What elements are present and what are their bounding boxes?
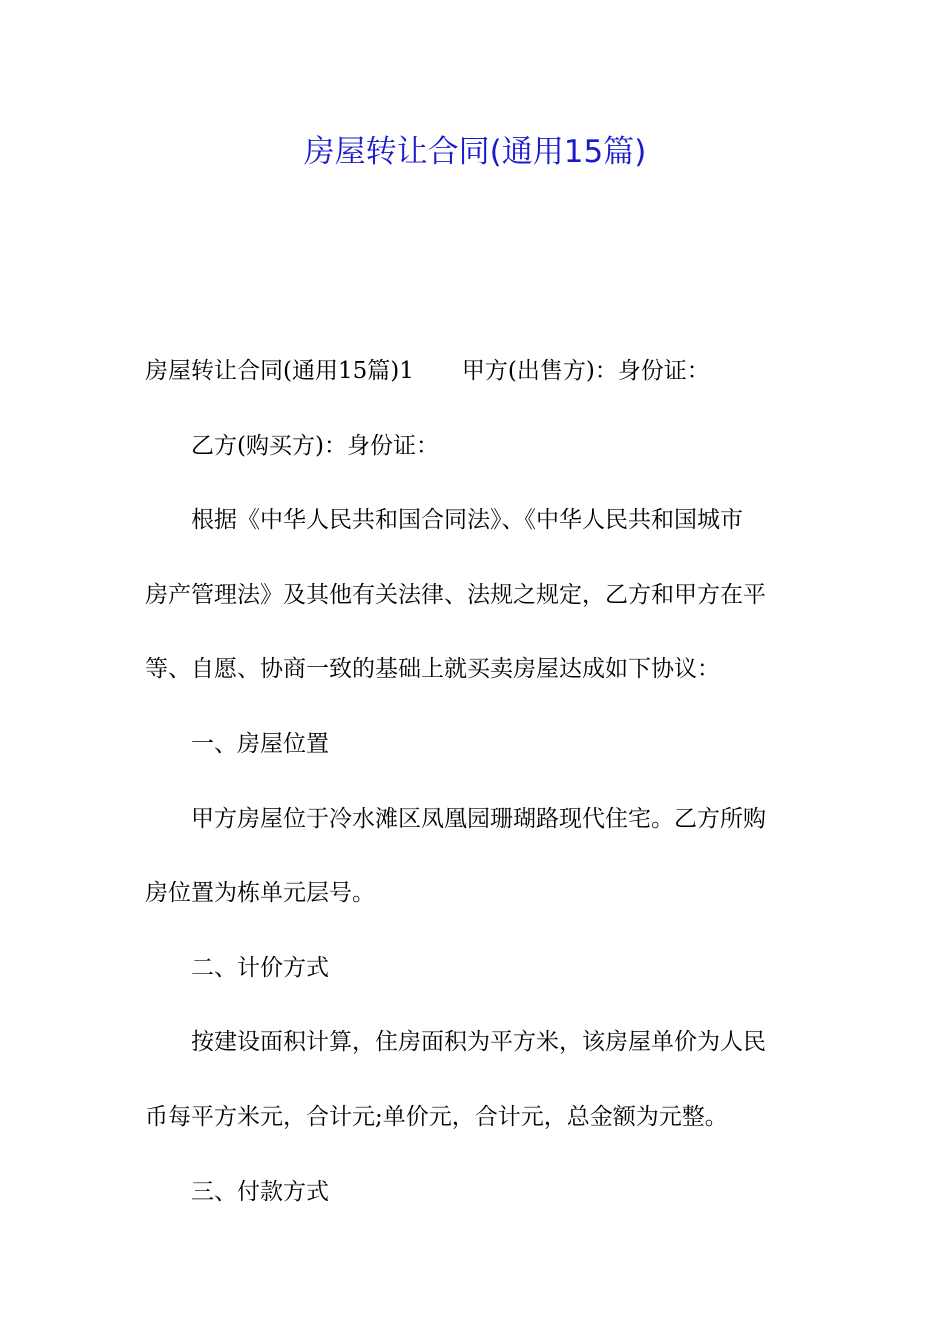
basis-paragraph-line-3: 等、自愿、协商一致的基础上就买卖房屋达成如下协议： (145, 656, 720, 683)
document-body (145, 334, 810, 1229)
basis-paragraph-line-1: 根据《中华人民共和国合同法》、《中华人民共和国城市 (191, 507, 743, 534)
document-title: 房屋转让合同(通用15篇) (303, 134, 647, 170)
party-b-line: 乙方(购买方)：身份证： (191, 432, 439, 459)
contract-heading: 房屋转让合同(通用15篇)1 (145, 358, 414, 384)
section-2-line-2: 币每平方米元，合计元;单价元，合计元，总金额为元整。 (145, 1103, 728, 1130)
section-1-heading: 一、房屋位置 (191, 730, 329, 757)
section-3-heading: 三、付款方式 (191, 1178, 329, 1205)
party-a-line: 甲方(出售方)：身份证： (461, 358, 710, 384)
first-line (145, 334, 810, 409)
section-1-line-2: 房位置为栋单元层号。 (145, 880, 375, 907)
section-2-line-1: 按建设面积计算，住房面积为平方米，该房屋单价为人民 (191, 1029, 766, 1056)
section-1-line-1: 甲方房屋位于冷水滩区凤凰园珊瑚路现代住宅。乙方所购 (191, 805, 766, 832)
basis-paragraph-line-2: 房产管理法》及其他有关法律、法规之规定，乙方和甲方在平 (145, 581, 766, 608)
section-2-heading: 二、计价方式 (191, 954, 329, 981)
